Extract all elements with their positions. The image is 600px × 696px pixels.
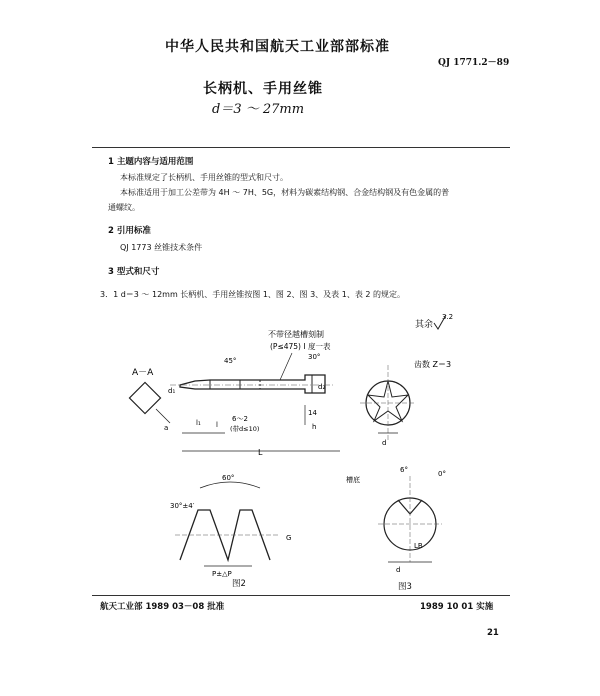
section-1-heading: 1 主题内容与适用范围 — [108, 157, 194, 167]
document-subtitle: d＝3 ～ 27mm — [212, 102, 305, 117]
note-tolerance: (P≤475) I 度一表 — [270, 342, 331, 351]
angle-45: 45° — [224, 357, 237, 365]
document-title: 长柄机、手用丝锥 — [203, 81, 323, 97]
svg-text:d: d — [382, 439, 387, 447]
implementation-date: 1989 10 01 实施 — [420, 602, 494, 612]
page-number: 21 — [487, 628, 499, 638]
angle-30: 30° — [308, 353, 321, 361]
section-1-para-1: 本标准规定了长柄机、手用丝锥的型式和尺寸。 — [120, 173, 288, 182]
svg-text:(带d≤10): (带d≤10) — [230, 425, 260, 433]
section-3-heading: 3 型式和尺寸 — [108, 267, 160, 277]
fig3-angle-6: 6° — [400, 466, 408, 474]
fig3-angle-0: 0° — [438, 470, 446, 478]
dim-L: L — [258, 448, 263, 457]
figure-2-thread-profile — [160, 470, 320, 580]
section-2-reference: QJ 1773 丝锥技术条件 — [120, 243, 203, 252]
standard-code: QJ 1771.2－89 — [438, 58, 510, 68]
svg-text:h: h — [312, 423, 317, 431]
svg-text:l₁: l₁ — [196, 419, 201, 427]
svg-text:6～2: 6～2 — [232, 415, 248, 423]
fig2-label-g: G — [286, 534, 292, 542]
figure-3-caption: 图3 — [398, 582, 412, 592]
svg-text:14: 14 — [308, 409, 317, 417]
svg-text:d₁: d₁ — [168, 387, 176, 395]
fig3-slot-label: 槽底 — [346, 476, 360, 484]
section-a-a-label: A－A — [132, 368, 154, 378]
approval-date: 航天工业部 1989 03－08 批准 — [100, 602, 225, 612]
header-rule — [92, 147, 510, 148]
section-2-heading: 2 引用标准 — [108, 226, 151, 236]
fig2-angle-60: 60° — [222, 474, 235, 482]
svg-text:l: l — [216, 421, 218, 429]
roughness-label: 其余 — [415, 320, 434, 330]
section-1-para-2: 本标准适用于加工公差带为 4H ～ 7H、5G，材料为碳素结构钢、合金结构钢及有色金属的普 — [120, 188, 450, 197]
fig3-d: d — [396, 566, 401, 574]
teeth-count: 齿数 Z＝3 — [414, 360, 452, 369]
figure-3-cross-section — [340, 462, 460, 580]
svg-text:d₂: d₂ — [318, 383, 326, 391]
note-groove: 不带径越槽刻制 — [268, 330, 324, 339]
figure-1-drawing — [120, 305, 490, 470]
roughness-value: 3.2 — [442, 313, 454, 321]
svg-text:a: a — [164, 424, 169, 432]
figure-2-caption: 图2 — [232, 579, 246, 589]
fig2-angle-side: 30°±4′ — [170, 502, 195, 510]
fig3-lb: LB — [414, 542, 423, 550]
issuing-organization: 中华人民共和国航天工业部部标准 — [165, 39, 390, 55]
section-1-para-2-cont: 通螺纹。 — [108, 203, 140, 212]
fig2-pitch: P±△P — [212, 570, 232, 578]
footer-rule — [92, 595, 510, 596]
clause-3-1: 3．1 d＝3 ～ 12mm 长柄机、手用丝锥按图 1、图 2、图 3、及表 1、表 2 的规定。 — [100, 290, 405, 299]
